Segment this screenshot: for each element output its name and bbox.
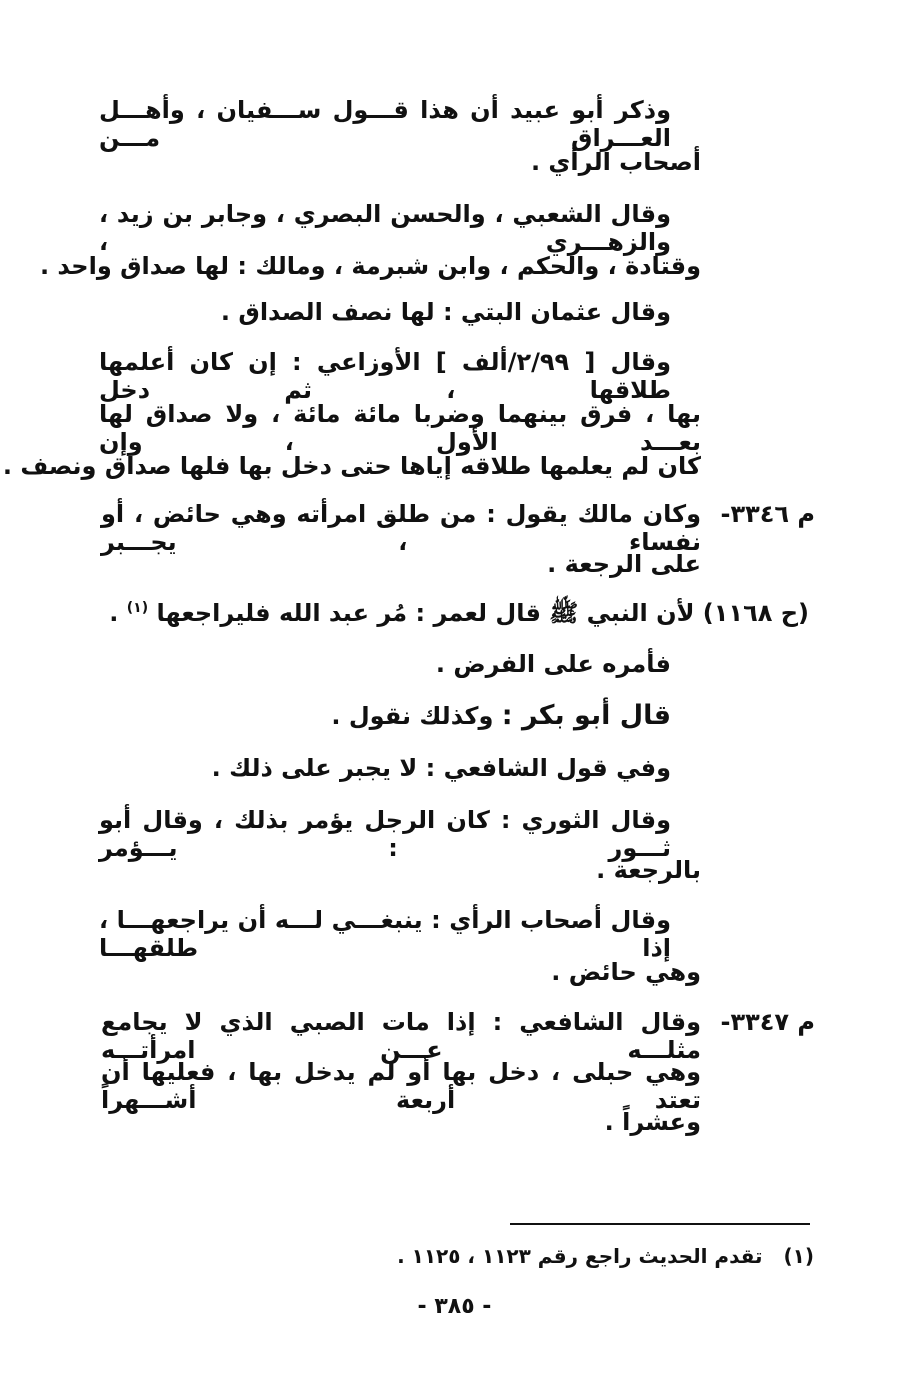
p4-line2: بها ، فرق بينهما وضربا مائة مائة ، ولا صداق لها بعـــد الأول ، وإن: [99, 400, 701, 456]
m3346-line1: وكان مالك يقول : من طلق امرأته وهي حائض ، أو نفساء ، يجـــبر: [101, 500, 701, 556]
m3346-line2: على الرجعة .: [547, 550, 701, 578]
p7-line2: بالرجعة .: [596, 856, 701, 884]
hadith-1168-line: [109, 598, 809, 633]
p8-line2: وهي حائض .: [551, 958, 701, 986]
p4-line3: كان لم يعلمها طلاقه إياها حتى دخل بها فلها صداق ونصف .: [2, 452, 701, 480]
p3-line1: وقال عثمان البتي : لها نصف الصداق .: [220, 298, 671, 326]
footnote: [397, 1244, 814, 1268]
footnote-text: تقدم الحديث راجع رقم ١١٢٣ ، ١١٢٥ .: [397, 1244, 763, 1268]
footnote-number: (١): [783, 1244, 814, 1268]
p2-line1: وقال الشعبي ، والحسن البصري ، وجابر بن زيد ، والزهـــري ،: [99, 200, 671, 256]
hadith-1168-text: (ح ١١٦٨) لأن النبي ﷺ قال لعمر : مُر عبد الله فليراجعها: [156, 599, 809, 627]
m3347-line2: وهي حبلى ، دخل بها أو لم يدخل بها ، فعليها أن تعتد أربعة أشـــهراً: [101, 1058, 701, 1114]
m3347-line3: وعشراً .: [604, 1108, 701, 1136]
abu-bakr-text: وكذلك نقول .: [331, 702, 494, 730]
footnote-ref: (١): [126, 600, 149, 616]
p1-line2: أصحاب الرأي .: [530, 148, 701, 176]
p8-line1: وقال أصحاب الرأي : ينبغـــي لـــه أن يراجعهـــا ، إذا طلقهـــا: [99, 906, 671, 962]
p7-line1: وقال الثوري : كان الرجل يؤمر بذلك ، وقال أبو ثـــور : يـــؤمر: [99, 806, 671, 862]
page-number: - ٣٨٥ -: [417, 1294, 492, 1319]
m3347-label: م ٣٣٤٧-: [720, 1008, 815, 1036]
abu-bakr-label: قال أبو بكر :: [501, 700, 671, 731]
hadith-1168-end: .: [109, 599, 119, 627]
p4-line1: وقال [ ٢/٩٩/ألف ] الأوزاعي : إن كان أعلمها طلاقها ، ثم دخل: [99, 348, 671, 404]
p2-line2: وقتادة ، والحكم ، وابن شبرمة ، ومالك : لها صداق واحد .: [39, 252, 701, 280]
p5-line1: فأمره على الفرض .: [435, 650, 671, 678]
m3346-label: م ٣٣٤٦-: [720, 500, 815, 528]
abu-bakr-line: [331, 700, 671, 731]
footnote-divider: [510, 1223, 810, 1225]
p1-line1: وذكر أبو عبيد أن هذا قـــول ســـفيان ، وأهـــل العـــراق مـــن: [99, 96, 671, 152]
m3347-line1: وقال الشافعي : إذا مات الصبي الذي لا يجامع مثلـــه عـــن امرأتـــه: [101, 1008, 701, 1064]
p6-line1: وفي قول الشافعي : لا يجبر على ذلك .: [211, 754, 671, 782]
